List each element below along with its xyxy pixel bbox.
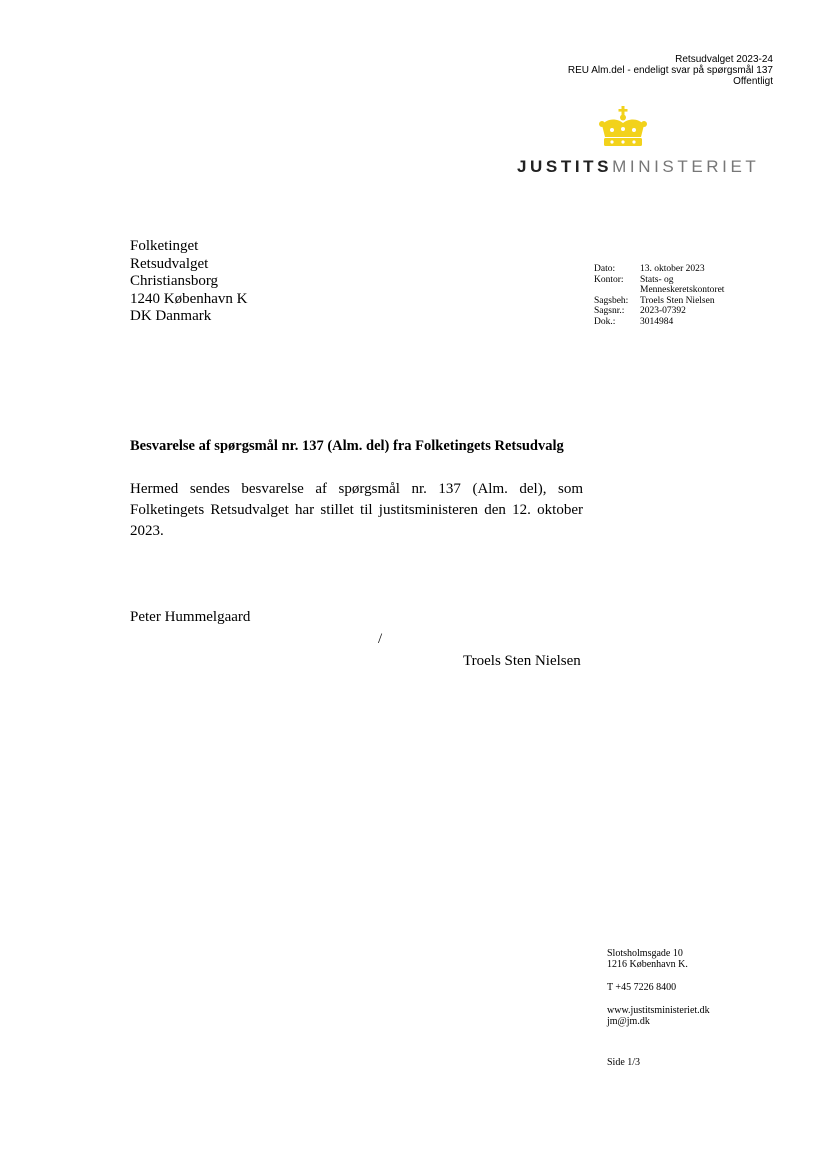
- case-info-key: Kontor:: [594, 274, 624, 285]
- recipient-line: Folketinget: [130, 238, 199, 254]
- letter-body: Hermed sendes besvarelse af spørgsmål nr. 137 (Alm. del), som Folketingets Retsudvalget har stillet til justitsministeren den 12. oktober 2023.: [130, 481, 583, 539]
- recipient-line: Retsudvalget: [130, 255, 209, 272]
- signature-separator: /: [378, 631, 383, 647]
- case-info-key: Dok.:: [594, 316, 616, 327]
- classification-label: Offentligt: [733, 76, 773, 87]
- logo-text-light: MINISTERIET: [612, 157, 760, 176]
- letter-subject: Besvarelse af spørgsmål nr. 137 (Alm. del) fra Folketingets Retsudvalg: [130, 438, 564, 454]
- case-info-row: [594, 317, 740, 328]
- address-phone: T +45 7226 8400: [607, 982, 677, 993]
- case-info-value: 2023-07392: [640, 306, 686, 316]
- recipient-line: Christiansborg: [130, 273, 219, 289]
- recipient-line: 1240 København K: [130, 290, 248, 307]
- reference-label: REU Alm.del - endeligt svar på spørgsmål 137: [567, 65, 773, 76]
- case-info-key: Sagsnr.:: [594, 306, 625, 316]
- case-info-row: [594, 264, 740, 275]
- committee-label: Retsudvalget 2023-24: [675, 54, 773, 65]
- case-info-row: [594, 306, 740, 317]
- address-email: jm@jm.dk: [607, 1016, 650, 1027]
- address-city: 1216 København K.: [607, 959, 688, 970]
- case-info-key: Sagsbeh:: [594, 295, 629, 306]
- logo-text-bold: JUSTITS: [517, 157, 613, 176]
- signer-name-primary: Peter Hummelgaard: [130, 609, 251, 625]
- recipient-line: DK Danmark: [130, 308, 212, 324]
- signer-name-secondary: Troels Sten Nielsen: [463, 653, 581, 669]
- case-info-value: Stats- og Menneskeretskontoret: [640, 274, 725, 295]
- case-info-row: [594, 275, 740, 296]
- ministry-logo-text: [517, 157, 759, 177]
- case-info-key: Dato:: [594, 264, 616, 274]
- case-info-block: [594, 264, 740, 327]
- page-number: Side 1/3: [607, 1057, 641, 1068]
- address-street: Slotsholmsgade 10: [607, 948, 683, 959]
- case-info-value: Troels Sten Nielsen: [640, 295, 715, 306]
- document-header: [568, 54, 773, 87]
- case-info-value: 13. oktober 2023: [640, 264, 705, 274]
- address-website: www.justitsministeriet.dk: [607, 1005, 710, 1016]
- crown-icon: [598, 106, 648, 148]
- case-info-value: 3014984: [640, 316, 674, 327]
- case-info-row: [594, 296, 740, 307]
- ministry-address: [607, 948, 710, 1027]
- recipient-address: [130, 238, 247, 326]
